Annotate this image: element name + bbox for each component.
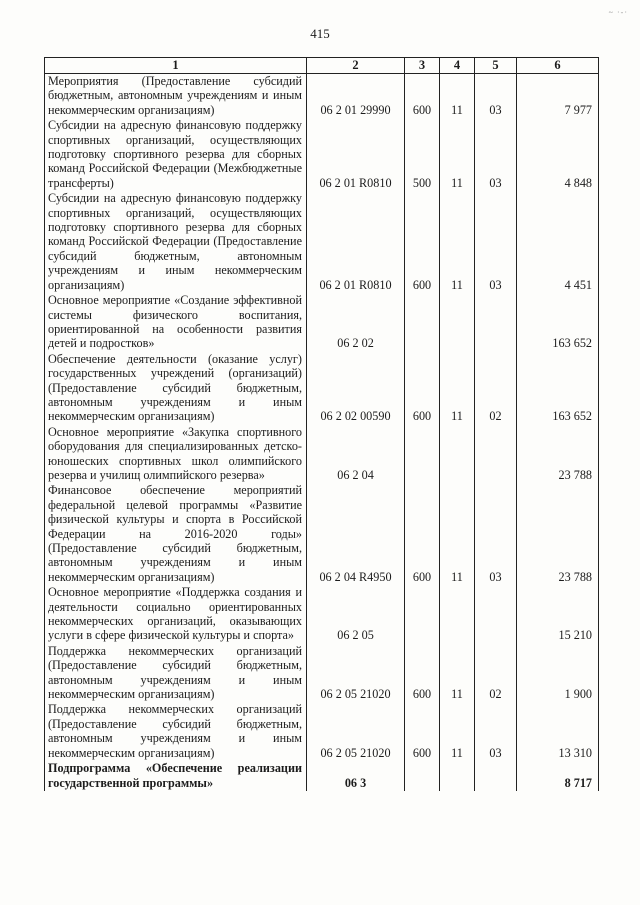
row-code-cell: 06 2 05 21020 xyxy=(307,702,405,761)
table-row xyxy=(45,483,599,585)
row-amount-cell: 4 848 xyxy=(517,118,599,191)
row-code-cell: 06 2 01 R0810 xyxy=(307,118,405,191)
row-col5-cell: 02 xyxy=(475,352,517,425)
page-number: 415 xyxy=(310,26,330,41)
table-body xyxy=(45,74,599,791)
table-row xyxy=(45,352,599,425)
row-col3-cell: 600 xyxy=(405,644,440,703)
table-row xyxy=(45,702,599,761)
row-col5-cell: 03 xyxy=(475,74,517,119)
row-col5-cell: 02 xyxy=(475,644,517,703)
row-name-cell: Поддержка некоммерческих организаций (Предоставление субсидий бюджетным, автономным учреждениям и иным некоммерческим организациям) xyxy=(45,702,307,761)
row-col4-cell: 11 xyxy=(440,74,475,119)
row-name-cell: Мероприятия (Предоставление субсидий бюджетным, автономным учреждениям и иным некоммерческим организациям) xyxy=(45,74,307,119)
row-col4-cell xyxy=(440,425,475,484)
row-code-cell: 06 2 01 R0810 xyxy=(307,191,405,293)
row-name-cell: Основное мероприятие «Поддержка создания и деятельности социально ориентированных некоммерческих организаций, оказывающих услуги в сфере физической культуры и спорта» xyxy=(45,585,307,644)
row-col3-cell: 600 xyxy=(405,191,440,293)
row-col5-cell: 03 xyxy=(475,191,517,293)
row-name-cell: Основное мероприятие «Закупка спортивного оборудования для специализированных детско-юношеских спортивных школ олимпийского резерва и училищ олимпийского резерва» xyxy=(45,425,307,484)
row-col3-cell: 600 xyxy=(405,483,440,585)
table-row xyxy=(45,191,599,293)
header-col-3: 3 xyxy=(405,58,440,74)
table-row xyxy=(45,761,599,791)
row-amount-cell: 23 788 xyxy=(517,483,599,585)
row-col5-cell xyxy=(475,585,517,644)
row-code-cell: 06 2 05 xyxy=(307,585,405,644)
row-code-cell: 06 3 xyxy=(307,761,405,791)
row-name-cell: Подпрограмма «Обеспечение реализации государственной программы» xyxy=(45,761,307,791)
row-code-cell: 06 2 01 29990 xyxy=(307,74,405,119)
row-name-cell: Обеспечение деятельности (оказание услуг) государственных учреждений (организаций) (Предоставление субсидий бюджетным, автономным учреждениям и иным некоммерческим организациям) xyxy=(45,352,307,425)
row-amount-cell: 15 210 xyxy=(517,585,599,644)
row-code-cell: 06 2 04 R4950 xyxy=(307,483,405,585)
row-name-cell: Субсидии на адресную финансовую поддержку спортивных организаций, осуществляющих подготовку спортивного резерва для сборных команд Российской Федерации (Межбюджетные трансферты) xyxy=(45,118,307,191)
row-col5-cell: 03 xyxy=(475,483,517,585)
row-col3-cell xyxy=(405,293,440,352)
scan-mark: ~ ·-· xyxy=(608,8,628,17)
row-name-cell: Субсидии на адресную финансовую поддержку спортивных организаций, осуществляющих подготовку спортивного резерва для сборных команд Российской Федерации (Предоставление субсидий бюджетным, автономным учреждениям и иным некоммерческим организациям) xyxy=(45,191,307,293)
row-amount-cell: 7 977 xyxy=(517,74,599,119)
table-row xyxy=(45,425,599,484)
row-col3-cell: 500 xyxy=(405,118,440,191)
header-col-4: 4 xyxy=(440,58,475,74)
row-col4-cell: 11 xyxy=(440,702,475,761)
row-col5-cell: 03 xyxy=(475,702,517,761)
row-col3-cell: 600 xyxy=(405,702,440,761)
row-amount-cell: 23 788 xyxy=(517,425,599,484)
row-code-cell: 06 2 02 00590 xyxy=(307,352,405,425)
header-col-5: 5 xyxy=(475,58,517,74)
row-col5-cell: 03 xyxy=(475,118,517,191)
row-col4-cell: 11 xyxy=(440,118,475,191)
table-row xyxy=(45,585,599,644)
row-amount-cell: 1 900 xyxy=(517,644,599,703)
row-col4-cell: 11 xyxy=(440,483,475,585)
row-name-cell: Основное мероприятие «Создание эффективной системы физического воспитания, ориентированной на особенности развития детей и подростков» xyxy=(45,293,307,352)
row-code-cell: 06 2 05 21020 xyxy=(307,644,405,703)
row-code-cell: 06 2 02 xyxy=(307,293,405,352)
row-amount-cell: 13 310 xyxy=(517,702,599,761)
row-amount-cell: 4 451 xyxy=(517,191,599,293)
row-col3-cell xyxy=(405,761,440,791)
row-col3-cell: 600 xyxy=(405,352,440,425)
table-row xyxy=(45,644,599,703)
budget-table xyxy=(44,57,599,791)
row-col4-cell: 11 xyxy=(440,191,475,293)
row-col5-cell xyxy=(475,293,517,352)
row-amount-cell: 8 717 xyxy=(517,761,599,791)
row-col4-cell xyxy=(440,293,475,352)
row-col5-cell xyxy=(475,761,517,791)
row-col4-cell xyxy=(440,761,475,791)
row-col4-cell xyxy=(440,585,475,644)
table-row xyxy=(45,74,599,119)
header-row xyxy=(45,58,599,74)
row-col3-cell xyxy=(405,585,440,644)
table-row xyxy=(45,293,599,352)
header-col-1: 1 xyxy=(45,58,307,74)
row-amount-cell: 163 652 xyxy=(517,352,599,425)
row-name-cell: Поддержка некоммерческих организаций (Предоставление субсидий бюджетным, автономным учреждениям и иным некоммерческим организациям) xyxy=(45,644,307,703)
header-col-6: 6 xyxy=(517,58,599,74)
row-col4-cell: 11 xyxy=(440,644,475,703)
row-col3-cell: 600 xyxy=(405,74,440,119)
row-col3-cell xyxy=(405,425,440,484)
table-row xyxy=(45,118,599,191)
row-col5-cell xyxy=(475,425,517,484)
row-code-cell: 06 2 04 xyxy=(307,425,405,484)
row-col4-cell: 11 xyxy=(440,352,475,425)
row-amount-cell: 163 652 xyxy=(517,293,599,352)
row-name-cell: Финансовое обеспечение мероприятий федеральной целевой программы «Развитие физической культуры и спорта в Российской Федерации на 2016-2020 годы» (Предоставление субсидий бюджетным, автономным учреждениям и иным некоммерческим организациям) xyxy=(45,483,307,585)
header-col-2: 2 xyxy=(307,58,405,74)
